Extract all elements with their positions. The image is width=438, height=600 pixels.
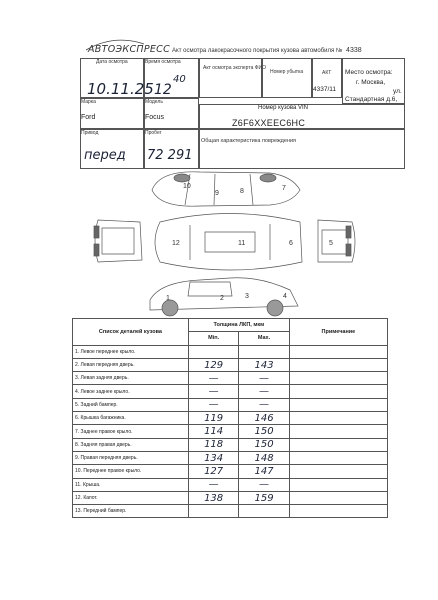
row-max: 146 bbox=[239, 412, 289, 425]
place-street: Стандартная д.6, bbox=[345, 96, 398, 103]
model-value: Focus bbox=[145, 114, 165, 121]
row-min: 118 bbox=[188, 438, 238, 451]
zone-label-9: 9 bbox=[215, 190, 219, 197]
row-max: 159 bbox=[239, 491, 289, 504]
act-label: АКТ bbox=[322, 70, 332, 76]
zone-label-3: 3 bbox=[245, 293, 249, 300]
table-row bbox=[73, 451, 388, 464]
place-street-prefix: ул. bbox=[393, 88, 402, 95]
row-min: 119 bbox=[188, 412, 238, 425]
row-note bbox=[289, 385, 387, 398]
row-label: 3. Левая задняя дверь. bbox=[73, 372, 189, 385]
col-note-header: Примечание bbox=[289, 319, 387, 346]
brand-label: Марка bbox=[81, 99, 96, 105]
zone-label-4: 4 bbox=[283, 293, 287, 300]
zone-label-7: 7 bbox=[282, 185, 286, 192]
act-number: 4338 bbox=[346, 47, 362, 54]
table-row bbox=[73, 385, 388, 398]
table-row bbox=[73, 425, 388, 438]
place-label: Место осмотра: bbox=[345, 69, 393, 76]
row-label: 9. Правая передняя дверь. bbox=[73, 451, 189, 464]
row-min bbox=[188, 505, 238, 518]
claim-number-label: Номер убытка bbox=[270, 69, 304, 75]
row-label: 4. Левое заднее крыло. bbox=[73, 385, 189, 398]
place-city: г. Москва, bbox=[356, 79, 386, 86]
act-value: 4337/11 bbox=[313, 86, 337, 93]
row-min: 134 bbox=[188, 451, 238, 464]
measurement-table bbox=[72, 318, 388, 518]
row-min: — bbox=[188, 478, 238, 491]
damage-label: Общая характеристика повреждения bbox=[201, 138, 297, 144]
table-row bbox=[73, 398, 388, 411]
row-note bbox=[289, 412, 387, 425]
table-row bbox=[73, 491, 388, 504]
zone-label-5: 5 bbox=[329, 240, 333, 247]
row-min: 127 bbox=[188, 465, 238, 478]
zone-label-1: 1 bbox=[166, 295, 170, 302]
mileage-label: Пробег bbox=[145, 130, 162, 136]
table-row bbox=[73, 358, 388, 371]
row-min: — bbox=[188, 398, 238, 411]
table-row bbox=[73, 345, 388, 358]
row-label: 5. Задний бампер. bbox=[73, 398, 189, 411]
expert-label: Акт осмотра эксперта ФИО bbox=[203, 65, 267, 71]
row-note bbox=[289, 451, 387, 464]
row-min: 129 bbox=[188, 358, 238, 371]
row-note bbox=[289, 398, 387, 411]
col-min-header: Min. bbox=[188, 332, 238, 345]
row-max: — bbox=[239, 385, 289, 398]
row-label: 12. Капот. bbox=[73, 491, 189, 504]
zone-label-2: 2 bbox=[220, 295, 224, 302]
row-note bbox=[289, 358, 387, 371]
brand-value: Ford bbox=[81, 114, 96, 121]
date-value: 10.11.25 bbox=[87, 80, 154, 98]
table-row bbox=[73, 465, 388, 478]
zone-label-10: 10 bbox=[183, 183, 191, 190]
row-max: 150 bbox=[239, 438, 289, 451]
row-max: — bbox=[239, 478, 289, 491]
row-label: 2. Левая передняя дверь. bbox=[73, 358, 189, 371]
title-text: Акт осмотра лакокрасочного покрытия кузова автомобиля № bbox=[172, 48, 343, 54]
row-note bbox=[289, 478, 387, 491]
logo-text: АВТОЭКСПРЕСС bbox=[88, 44, 171, 55]
row-note bbox=[289, 438, 387, 451]
row-min: — bbox=[188, 385, 238, 398]
row-label: 11. Крыша. bbox=[73, 478, 189, 491]
row-note bbox=[289, 425, 387, 438]
table-row bbox=[73, 505, 388, 518]
row-min bbox=[188, 345, 238, 358]
row-label: 6. Крышка багажника. bbox=[73, 412, 189, 425]
mileage-value: 72 291 bbox=[147, 148, 193, 163]
table-row bbox=[73, 372, 388, 385]
time-label: Время осмотра bbox=[145, 59, 181, 65]
time-minutes: 40 bbox=[173, 74, 186, 85]
row-note bbox=[289, 465, 387, 478]
model-label: Модель bbox=[145, 99, 163, 105]
row-label: 8. Задняя правая дверь. bbox=[73, 438, 189, 451]
row-max: — bbox=[239, 372, 289, 385]
row-max bbox=[239, 345, 289, 358]
row-note bbox=[289, 491, 387, 504]
row-note bbox=[289, 505, 387, 518]
row-label: 10. Переднее правое крыло. bbox=[73, 465, 189, 478]
drive-label: Привод bbox=[81, 130, 99, 136]
table-row bbox=[73, 478, 388, 491]
row-max: 143 bbox=[239, 358, 289, 371]
table-header-row bbox=[73, 319, 388, 332]
row-label: 1. Левое переднее крыло. bbox=[73, 345, 189, 358]
col-thickness-header: Толщина ЛКП, мкм bbox=[188, 319, 289, 332]
table-row bbox=[73, 412, 388, 425]
row-max: 147 bbox=[239, 465, 289, 478]
row-min: 138 bbox=[188, 491, 238, 504]
zone-label-12: 12 bbox=[172, 240, 180, 247]
row-label: 7. Заднее правое крыло. bbox=[73, 425, 189, 438]
table-row bbox=[73, 438, 388, 451]
row-max bbox=[239, 505, 289, 518]
row-note bbox=[289, 372, 387, 385]
time-hours: 12 bbox=[154, 82, 172, 98]
row-note bbox=[289, 345, 387, 358]
drive-value: перед bbox=[84, 148, 126, 163]
vin-value: Z6F6XXEEC6HC bbox=[232, 118, 306, 128]
row-label: 13. Передний бампер. bbox=[73, 505, 189, 518]
row-max: 150 bbox=[239, 425, 289, 438]
row-max: 148 bbox=[239, 451, 289, 464]
col-parts-header: Список деталей кузова bbox=[73, 319, 189, 346]
col-max-header: Max. bbox=[239, 332, 289, 345]
zone-label-11: 11 bbox=[238, 240, 246, 247]
zone-label-6: 6 bbox=[289, 240, 293, 247]
date-label: Дата осмотра bbox=[96, 59, 128, 65]
row-max: — bbox=[239, 398, 289, 411]
row-min: — bbox=[188, 372, 238, 385]
vin-label: Номер кузова VIN bbox=[258, 105, 308, 111]
row-min: 114 bbox=[188, 425, 238, 438]
zone-label-8: 8 bbox=[240, 188, 244, 195]
